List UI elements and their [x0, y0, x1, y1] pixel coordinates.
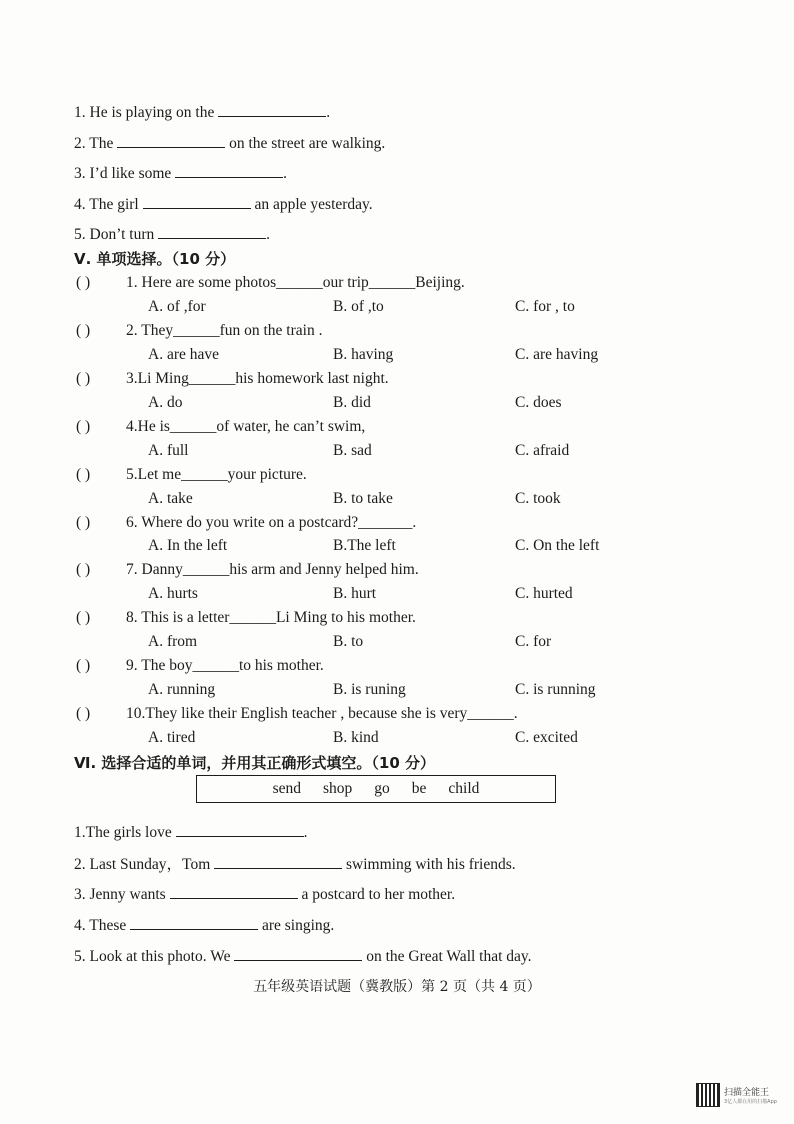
option-c: C. for , to — [515, 298, 575, 315]
answer-parens[interactable]: ( ) — [76, 657, 91, 674]
scanner-logo: 扫描全能王 — [724, 1088, 770, 1098]
option-b: B.The left — [333, 537, 396, 554]
question-stem: 8. This is a letter______Li Ming to his mother. — [126, 609, 416, 626]
answer-blank[interactable] — [170, 884, 298, 899]
option-a: A. hurts — [148, 585, 198, 602]
part6-question-4: 4. These are singing. — [74, 917, 335, 934]
option-b: B. did — [333, 394, 371, 411]
part6-question-5: 5. Look at this photo. We on the Great Wall that day. — [74, 948, 532, 965]
option-b: B. to — [333, 633, 364, 650]
word-bank-item: be — [411, 780, 427, 797]
part6-question-3: 3. Jenny wants a postcard to her mother. — [74, 886, 456, 903]
word-bank-item: go — [374, 780, 390, 797]
question-stem: 10.They like their English teacher , because she is very______. — [126, 705, 518, 722]
option-c: C. for — [515, 633, 552, 650]
option-b: B. is runing — [333, 681, 406, 698]
section-heading-5: Ⅴ. 单项选择。（10 分） — [74, 250, 236, 268]
option-a: A. take — [148, 490, 193, 507]
part6-question-2: 2. Last Sunday，Tom swimming with his friends. — [74, 856, 516, 873]
option-c: C. are having — [515, 346, 599, 363]
option-c: C. does — [515, 394, 562, 411]
answer-parens[interactable]: ( ) — [76, 466, 91, 483]
answer-blank[interactable] — [143, 194, 251, 209]
option-b: B. sad — [333, 442, 372, 459]
option-c: C. took — [515, 490, 561, 507]
answer-parens[interactable]: ( ) — [76, 274, 91, 291]
option-a: A. running — [148, 681, 216, 698]
part4-question-2: 2. The on the street are walking. — [74, 135, 386, 152]
option-a: A. tired — [148, 729, 196, 746]
word-bank-item: child — [448, 780, 480, 797]
answer-blank[interactable] — [158, 224, 266, 239]
question-stem: 1. Here are some photos______our trip______Beijing. — [126, 274, 465, 291]
option-b: B. having — [333, 346, 394, 363]
scanner-tagline: 3亿人都在用的扫描App — [724, 1099, 777, 1105]
section-heading-6: Ⅵ. 选择合适的单词，并用其正确形式填空。（10 分） — [74, 754, 436, 772]
answer-parens[interactable]: ( ) — [76, 609, 91, 626]
part4-question-3: 3. I’d like some . — [74, 165, 288, 182]
question-stem: 3.Li Ming______his homework last night. — [126, 370, 389, 387]
question-stem: 9. The boy______to his mother. — [126, 657, 324, 674]
answer-blank[interactable] — [214, 854, 342, 869]
word-bank-box — [196, 775, 556, 803]
option-c: C. hurted — [515, 585, 573, 602]
option-b: B. hurt — [333, 585, 377, 602]
question-stem: 7. Danny______his arm and Jenny helped him. — [126, 561, 419, 578]
question-stem: 2. They______fun on the train . — [126, 322, 323, 339]
answer-blank[interactable] — [176, 822, 304, 837]
option-a: A. from — [148, 633, 198, 650]
part4-question-5: 5. Don’t turn . — [74, 226, 270, 243]
option-b: B. of ,to — [333, 298, 384, 315]
part4-question-4: 4. The girl an apple yesterday. — [74, 196, 373, 213]
question-stem: 5.Let me______your picture. — [126, 466, 307, 483]
question-stem: 4.He is______of water, he can’t swim, — [126, 418, 366, 435]
answer-parens[interactable]: ( ) — [76, 705, 91, 722]
answer-blank[interactable] — [117, 133, 225, 148]
option-b: B. to take — [333, 490, 393, 507]
option-a: A. do — [148, 394, 183, 411]
option-c: C. afraid — [515, 442, 570, 459]
answer-blank[interactable] — [175, 163, 283, 178]
word-bank-item: shop — [322, 780, 353, 797]
answer-parens[interactable]: ( ) — [76, 561, 91, 578]
part6-question-1: 1.The girls love . — [74, 824, 308, 841]
qr-code-icon — [696, 1083, 720, 1107]
option-a: A. full — [148, 442, 189, 459]
answer-blank[interactable] — [218, 102, 326, 117]
option-a: A. are have — [148, 346, 219, 363]
part4-question-1: 1. He is playing on the . — [74, 104, 331, 121]
option-c: C. excited — [515, 729, 578, 746]
answer-blank[interactable] — [234, 946, 362, 961]
word-bank-item: send — [272, 780, 301, 797]
option-a: A. In the left — [148, 537, 228, 554]
option-c: C. is running — [515, 681, 596, 698]
option-a: A. of ,for — [148, 298, 206, 315]
page-footer: 五年级英语试题（冀教版）第 2 页（共 4 页） — [253, 979, 541, 995]
option-b: B. kind — [333, 729, 379, 746]
answer-blank[interactable] — [130, 915, 258, 930]
question-stem: 6. Where do you write on a postcard?_______. — [126, 514, 417, 531]
option-c: C. On the left — [515, 537, 600, 554]
answer-parens[interactable]: ( ) — [76, 418, 91, 435]
answer-parens[interactable]: ( ) — [76, 370, 91, 387]
answer-parens[interactable]: ( ) — [76, 322, 91, 339]
answer-parens[interactable]: ( ) — [76, 514, 91, 531]
